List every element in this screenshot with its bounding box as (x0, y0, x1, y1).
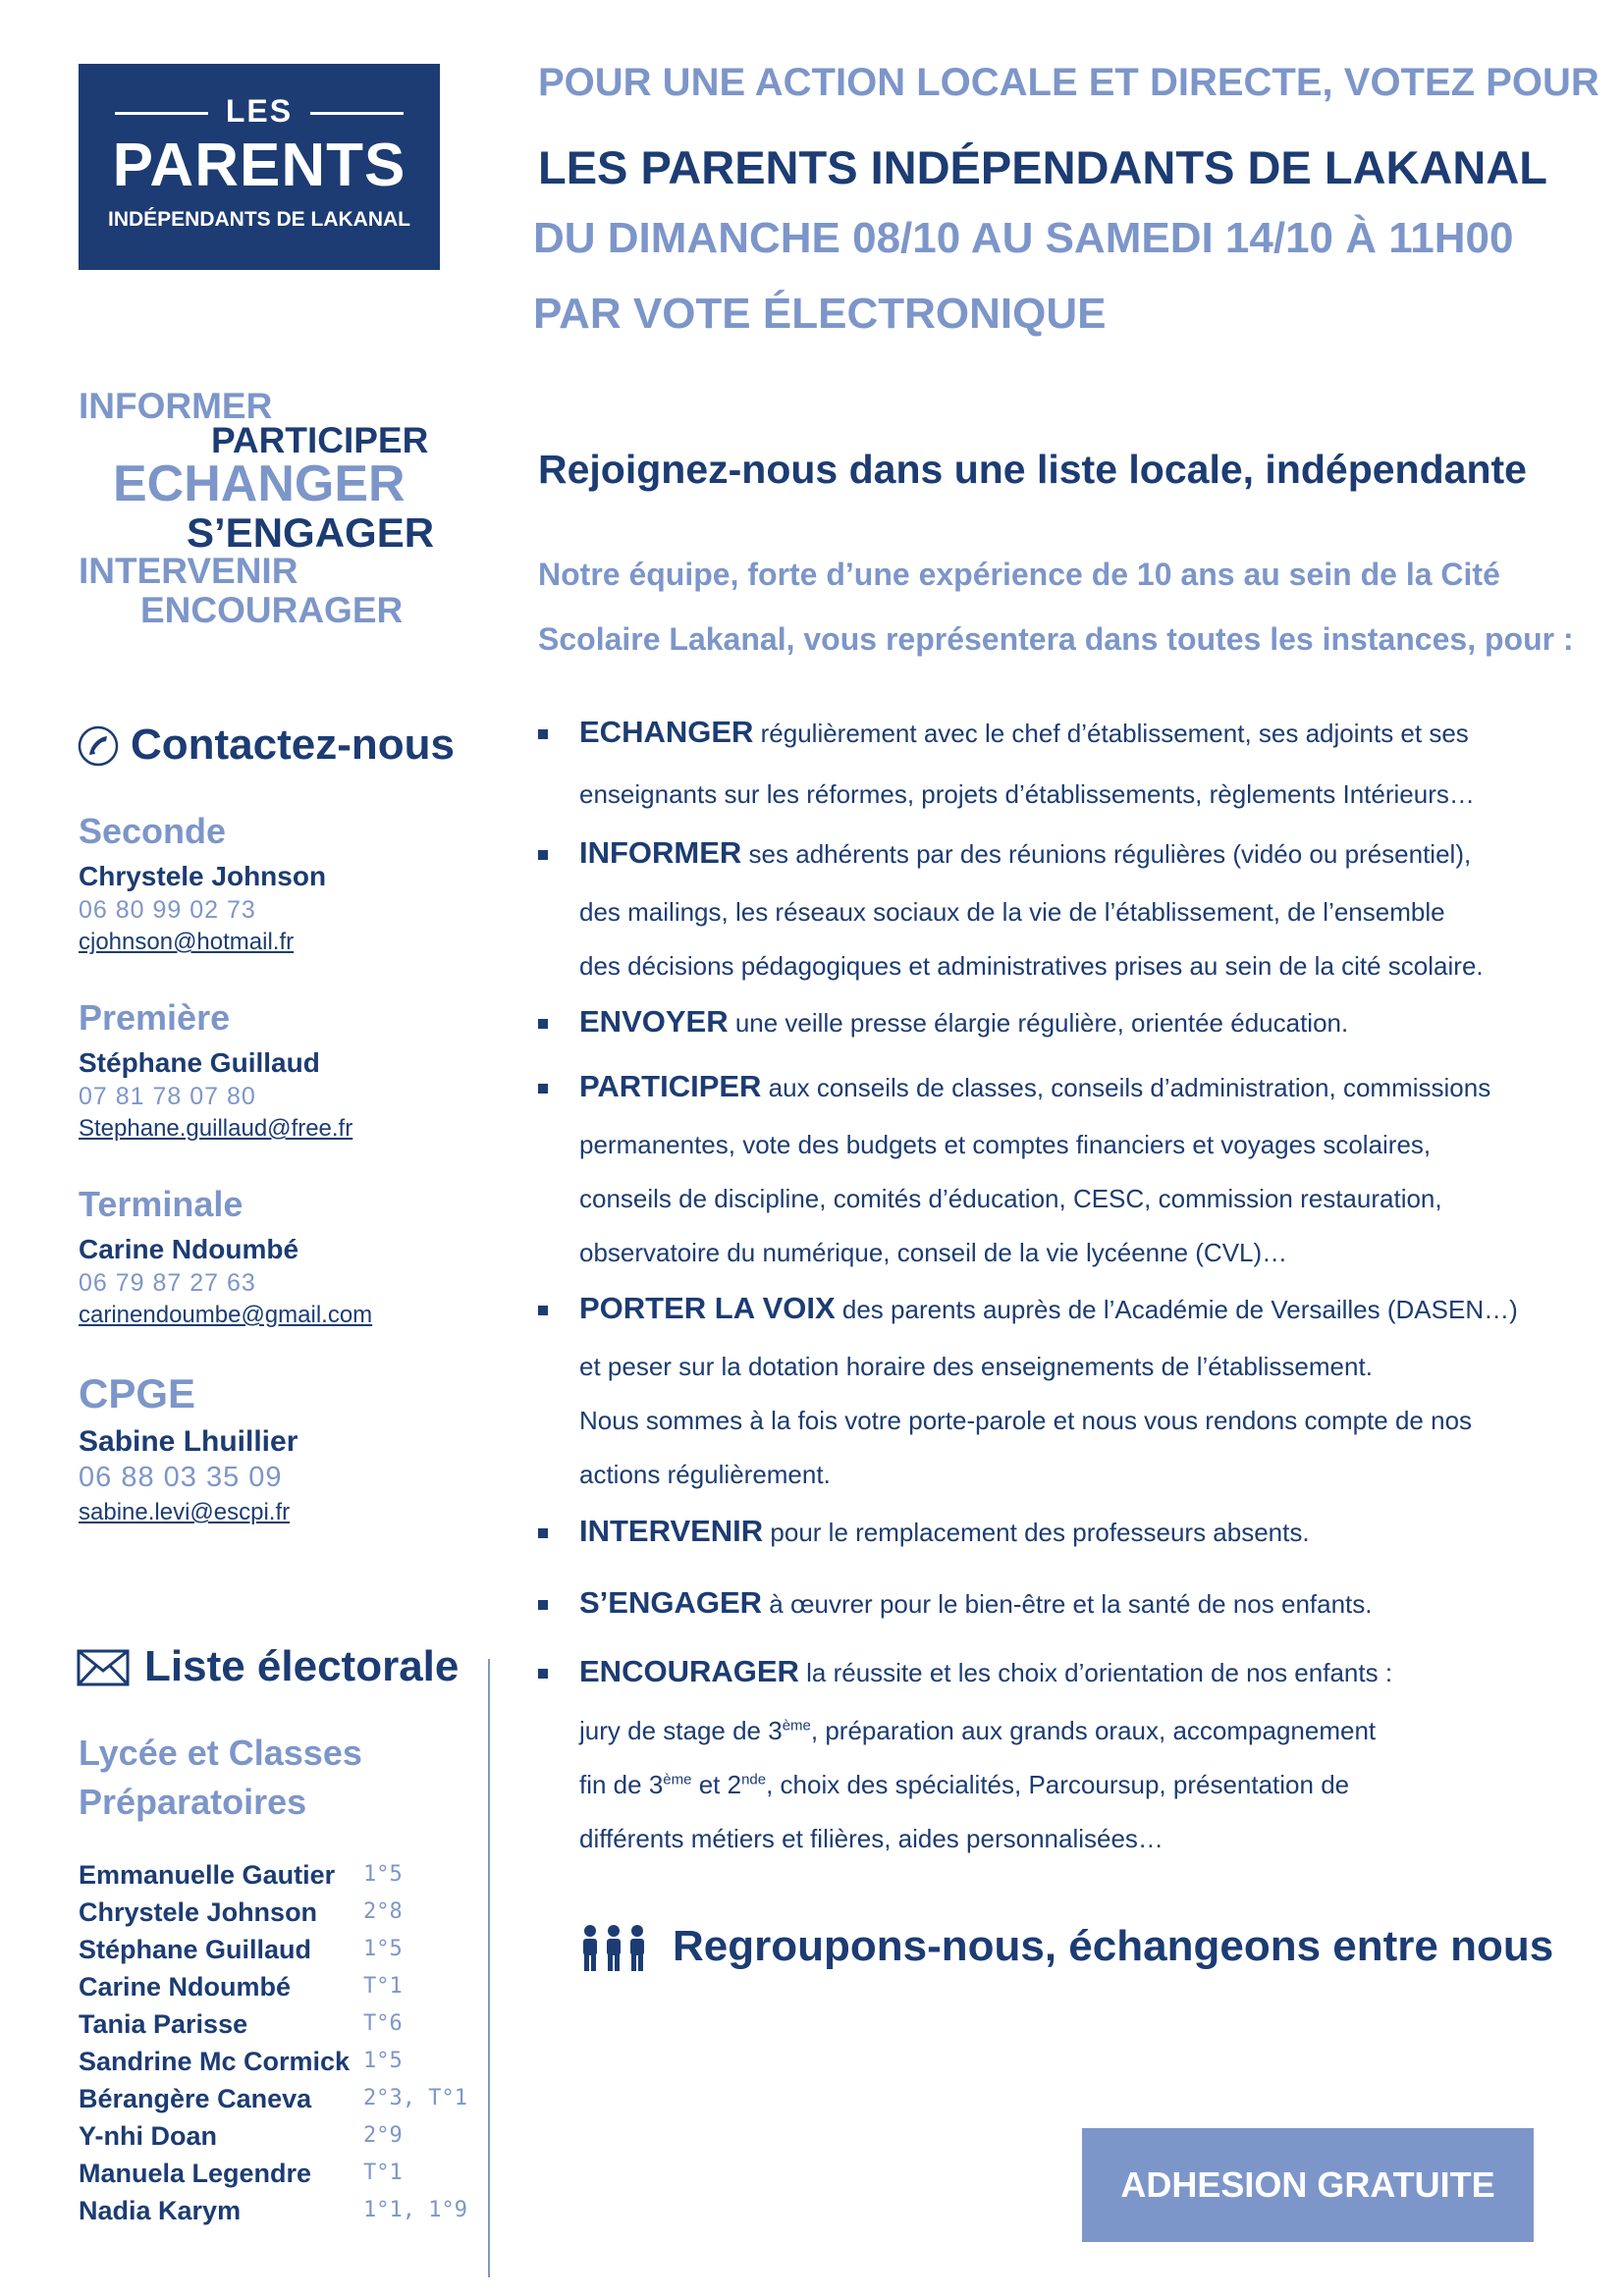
bullet-marker (538, 1600, 548, 1610)
contact-phone: 06 80 99 02 73 (79, 896, 256, 924)
main-heading: Rejoignez-nous dans une liste locale, indépendante (538, 447, 1527, 492)
member-class: 2°8 (363, 1899, 403, 1924)
bullet-encourager (579, 1654, 1392, 1689)
bullet-marker (538, 1669, 548, 1679)
intro-line-1: Notre équipe, forte d’une expérience de 10 ans au sein de la Cité (538, 557, 1500, 592)
member-name: Sandrine Mc Cormick (79, 2047, 351, 2076)
bullet-text: Nous sommes à la fois votre porte-parole et nous vous rendons compte de nos (579, 1406, 1473, 1435)
bullet-keyword: ECHANGER (579, 715, 754, 749)
member-name: Bérangère Caneva (79, 2084, 312, 2113)
bullet-informer (579, 835, 1471, 871)
bullet-text: la réussite et les choix d’orientation de nos enfants : (798, 1658, 1393, 1687)
list-subtitle-2: Préparatoires (79, 1782, 307, 1822)
bullet-text: différents métiers et filières, aides personnalisées… (579, 1824, 1164, 1853)
bullet-text: à œuvrer pour le bien-être et la santé de nos enfants. (762, 1589, 1373, 1619)
bullet-keyword: INTERVENIR (579, 1514, 764, 1548)
bullet-keyword: INFORMER (579, 835, 742, 870)
bullet-text: régulièrement avec le chef d’établissement, ses adjoints et ses (753, 719, 1469, 748)
list-title: Liste électorale (144, 1642, 460, 1690)
member-name: Tania Parisse (79, 2009, 248, 2039)
bullet-marker (538, 1306, 548, 1315)
slogan-sengager: S’ENGAGER (187, 509, 435, 556)
bullet-echanger (579, 715, 1469, 750)
slogan-informer: INFORMER (79, 386, 273, 426)
bullet-keyword: ENVOYER (579, 1004, 729, 1039)
envelope-icon (77, 1649, 130, 1686)
member-name: Nadia Karym (79, 2196, 242, 2225)
closing-heading: Regroupons-nous, échangeons entre nous (673, 1922, 1554, 1970)
contact-name: Chrystele Johnson (79, 861, 327, 891)
member-name: Y-nhi Doan (79, 2121, 217, 2151)
contact-email-link[interactable]: cjohnson@hotmail.fr (79, 929, 295, 955)
bullet-marker (538, 729, 548, 739)
member-class: 1°5 (363, 1937, 403, 1961)
bullet-marker (538, 1084, 548, 1094)
bullet-envoyer (579, 1004, 1348, 1040)
member-class: T°1 (363, 2161, 403, 2185)
contact-email-link[interactable]: Stephane.guillaud@free.fr (79, 1115, 353, 1142)
contact-title: Contactez-nous (131, 721, 455, 769)
member-class: 1°1, 1°9 (363, 2198, 467, 2222)
member-name: Emmanuelle Gautier (79, 1860, 336, 1890)
contact-email-link[interactable]: carinendoumbe@gmail.com (79, 1302, 373, 1328)
contact-phone: 06 79 87 27 63 (79, 1269, 256, 1297)
bullet-text: des parents auprès de l’Académie de Versailles (DASEN…) (835, 1295, 1518, 1324)
bullet-text: fin de 3ème et 2nde, choix des spécialités, Parcoursup, présentation de (579, 1770, 1350, 1799)
member-class: 1°5 (363, 1862, 403, 1887)
bullet-text: aux conseils de classes, conseils d’administration, commissions (761, 1073, 1491, 1102)
contact-name: Carine Ndoumbé (79, 1234, 299, 1264)
bullet-intervenir (579, 1514, 1310, 1549)
contact-level-cpge: CPGE (79, 1370, 196, 1416)
bullet-text: conseils de discipline, comités d’éducation, CESC, commission restauration, (579, 1184, 1442, 1213)
people-group-icon (579, 1924, 648, 1973)
bullet-keyword: S’ENGAGER (579, 1585, 763, 1620)
slogan-participer: PARTICIPER (211, 420, 429, 460)
logo-subtitle: INDÉPENDANTS DE LAKANAL (107, 208, 410, 231)
slogan-echanger: ECHANGER (113, 455, 406, 512)
bullet-text: pour le remplacement des professeurs absents. (763, 1518, 1310, 1547)
adhesion-button[interactable]: ADHESION GRATUITE (1082, 2128, 1534, 2242)
list-subtitle-1: Lycée et Classes (79, 1733, 362, 1773)
phone-icon (77, 724, 120, 768)
contact-level-terminale: Terminale (79, 1184, 244, 1224)
member-class: 2°3, T°1 (363, 2086, 467, 2110)
bullet-text: jury de stage de 3ème, préparation aux grands oraux, accompagnement (579, 1716, 1377, 1745)
header-line-3: DU DIMANCHE 08/10 AU SAMEDI 14/10 À 11H00 (533, 214, 1514, 262)
contact-level-seconde: Seconde (79, 811, 227, 851)
divider (488, 1659, 490, 2277)
intro-line-2: Scolaire Lakanal, vous représentera dans toutes les instances, pour : (538, 621, 1574, 657)
member-class: T°6 (363, 2011, 403, 2036)
bullet-keyword: PORTER LA VOIX (579, 1291, 836, 1325)
bullet-text: une veille presse élargie régulière, orientée éducation. (728, 1008, 1349, 1038)
logo-parents: PARENTS (112, 132, 406, 199)
member-name: Stéphane Guillaud (79, 1935, 312, 1964)
header-line-1: POUR UNE ACTION LOCALE ET DIRECTE, VOTEZ POUR (538, 61, 1599, 104)
bullet-participer (579, 1069, 1490, 1104)
member-name: Chrystele Johnson (79, 1897, 318, 1927)
contact-phone: 07 81 78 07 80 (79, 1083, 256, 1110)
member-name: Manuela Legendre (79, 2159, 312, 2188)
bullet-text: et peser sur la dotation horaire des enseignements de l’établissement. (579, 1352, 1373, 1381)
bullet-text: observatoire du numérique, conseil de la vie lycéenne (CVL)… (579, 1238, 1288, 1267)
bullet-text: des décisions pédagogiques et administratives prises au sein de la cité scolaire. (579, 951, 1484, 981)
logo-les: LES (79, 93, 440, 130)
bullet-marker (538, 1528, 548, 1538)
bullet-text: actions régulièrement. (579, 1460, 831, 1489)
header-line-4: PAR VOTE ÉLECTRONIQUE (533, 290, 1107, 338)
member-class: 2°9 (363, 2123, 403, 2148)
bullet-marker (538, 1019, 548, 1029)
logo (79, 64, 440, 270)
bullet-text: enseignants sur les réformes, projets d’établissements, règlements Intérieurs… (579, 779, 1475, 809)
contact-phone: 06 88 03 35 09 (79, 1462, 283, 1493)
bullet-keyword: ENCOURAGER (579, 1654, 799, 1688)
bullet-sengager (579, 1585, 1373, 1621)
bullet-text: ses adhérents par des réunions régulières (vidéo ou présentiel), (741, 839, 1472, 869)
contact-email-link[interactable]: sabine.levi@escpi.fr (79, 1499, 291, 1525)
contact-level-premiere: Première (79, 997, 231, 1038)
contact-name: Stéphane Guillaud (79, 1047, 320, 1078)
bullet-text: permanentes, vote des budgets et comptes financiers et voyages scolaires, (579, 1130, 1432, 1159)
member-class: 1°5 (363, 2049, 403, 2073)
bullet-porter-la-voix (579, 1291, 1518, 1326)
member-class: T°1 (363, 1974, 403, 1999)
member-name: Carine Ndoumbé (79, 1972, 292, 2002)
contact-name: Sabine Lhuillier (79, 1425, 298, 1458)
header-line-2: LES PARENTS INDÉPENDANTS DE LAKANAL (538, 141, 1547, 193)
slogan-encourager: ENCOURAGER (140, 590, 404, 630)
bullet-text: des mailings, les réseaux sociaux de la vie de l’établissement, de l’ensemble (579, 897, 1445, 927)
slogan-intervenir: INTERVENIR (79, 551, 298, 591)
bullet-keyword: PARTICIPER (579, 1069, 762, 1103)
bullet-marker (538, 850, 548, 860)
